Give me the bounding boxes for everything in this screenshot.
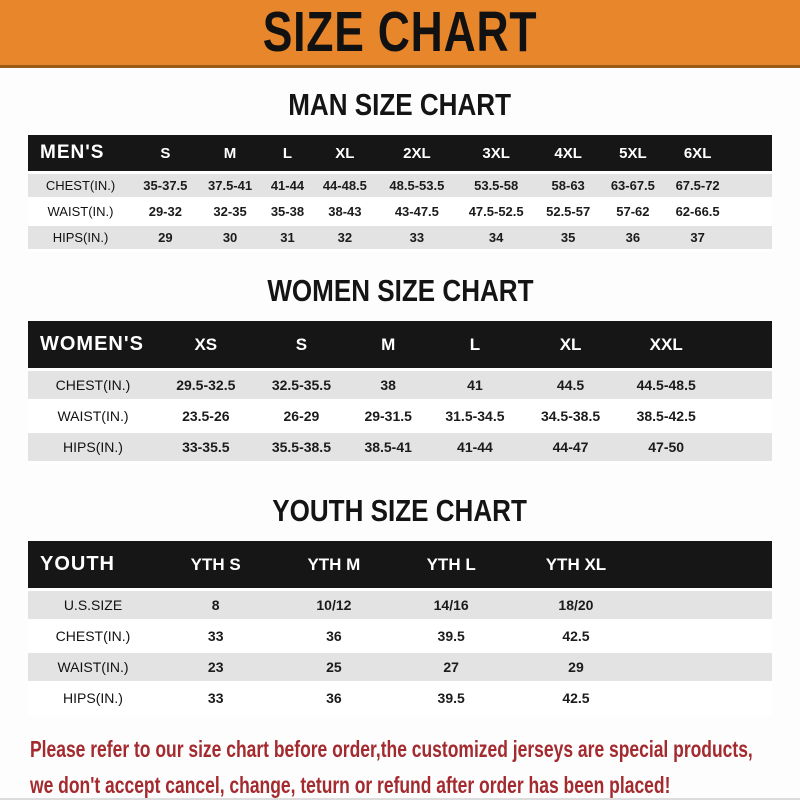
header-spacer-cell: [644, 541, 772, 590]
measurement-cell: 41-44: [427, 432, 523, 463]
measurement-cell: 35-38: [262, 199, 312, 225]
measurement-cell: 41-44: [262, 173, 312, 199]
measurement-cell: 8: [158, 590, 273, 621]
table-row: [28, 432, 772, 463]
row-label-cell: CHEST(IN.): [28, 621, 158, 652]
footer-line-1: Please refer to our size chart before order,the customized jerseys are special products,: [30, 736, 753, 763]
measurement-cell: 52.5-57: [536, 199, 601, 225]
measurement-cell: 31.5-34.5: [427, 401, 523, 432]
table-row: [28, 370, 772, 401]
row-spacer-cell: [644, 652, 772, 683]
measurement-cell: 44.5: [523, 370, 619, 401]
measurement-cell: 18/20: [508, 590, 644, 621]
measurement-cell: 36: [601, 225, 666, 251]
women-size-table: [28, 321, 772, 464]
row-label-cell: U.S.SIZE: [28, 590, 158, 621]
row-label-cell: CHEST(IN.): [28, 370, 158, 401]
row-label-cell: WAIST(IN.): [28, 199, 133, 225]
table-title-cell: WOMEN'S: [28, 321, 158, 370]
measurement-cell: 26-29: [254, 401, 350, 432]
table-row: [28, 173, 772, 199]
row-spacer-cell: [730, 225, 772, 251]
size-column-header: 4XL: [536, 135, 601, 173]
youth-section-heading-text: YOUTH SIZE CHART: [272, 493, 528, 529]
table-title-cell: MEN'S: [28, 135, 133, 173]
header-spacer-cell: [714, 321, 772, 370]
measurement-cell: 39.5: [394, 621, 508, 652]
measurement-cell: 31: [262, 225, 312, 251]
measurement-cell: 23: [158, 652, 273, 683]
size-column-header: M: [349, 321, 427, 370]
row-label-cell: HIPS(IN.): [28, 432, 158, 463]
measurement-cell: 38: [349, 370, 427, 401]
size-column-header: YTH XL: [508, 541, 644, 590]
measurement-cell: 48.5-53.5: [377, 173, 456, 199]
table-row: [28, 683, 772, 714]
man-size-chart-section: [0, 88, 800, 252]
row-spacer-cell: [714, 370, 772, 401]
measurement-cell: 42.5: [508, 683, 644, 714]
measurement-cell: 34.5-38.5: [523, 401, 619, 432]
row-label-cell: WAIST(IN.): [28, 652, 158, 683]
size-column-header: S: [254, 321, 350, 370]
size-column-header: 3XL: [457, 135, 536, 173]
size-column-header: L: [262, 135, 312, 173]
measurement-cell: 32-35: [198, 199, 263, 225]
measurement-cell: 44.5-48.5: [618, 370, 714, 401]
measurement-cell: 35-37.5: [133, 173, 198, 199]
measurement-cell: 38-43: [313, 199, 378, 225]
size-column-header: XXL: [618, 321, 714, 370]
measurement-cell: 39.5: [394, 683, 508, 714]
measurement-cell: 29-32: [133, 199, 198, 225]
measurement-cell: 29-31.5: [349, 401, 427, 432]
measurement-cell: 43-47.5: [377, 199, 456, 225]
measurement-cell: 42.5: [508, 621, 644, 652]
measurement-cell: 27: [394, 652, 508, 683]
table-row: [28, 590, 772, 621]
size-column-header: 2XL: [377, 135, 456, 173]
row-spacer-cell: [730, 199, 772, 225]
size-column-header: XL: [523, 321, 619, 370]
measurement-cell: 47-50: [618, 432, 714, 463]
row-spacer-cell: [730, 173, 772, 199]
women-section-heading-text: WOMEN SIZE CHART: [266, 273, 534, 309]
size-column-header: YTH S: [158, 541, 273, 590]
row-spacer-cell: [644, 590, 772, 621]
table-row: [28, 652, 772, 683]
measurement-cell: 30: [198, 225, 263, 251]
row-spacer-cell: [714, 432, 772, 463]
men-size-table: [28, 135, 772, 252]
size-column-header: YTH M: [273, 541, 394, 590]
measurement-cell: 29.5-32.5: [158, 370, 254, 401]
table-row: [28, 199, 772, 225]
size-column-header: XS: [158, 321, 254, 370]
table-header-row: [28, 135, 772, 173]
measurement-cell: 58-63: [536, 173, 601, 199]
footer-note: [30, 731, 800, 800]
measurement-cell: 35.5-38.5: [254, 432, 350, 463]
row-label-cell: HIPS(IN.): [28, 683, 158, 714]
measurement-cell: 33: [158, 683, 273, 714]
banner-title: SIZE CHART: [262, 0, 538, 64]
measurement-cell: 37.5-41: [198, 173, 263, 199]
measurement-cell: 41: [427, 370, 523, 401]
row-spacer-cell: [714, 401, 772, 432]
measurement-cell: 67.5-72: [665, 173, 730, 199]
measurement-cell: 29: [508, 652, 644, 683]
women-size-chart-section: [0, 274, 800, 464]
measurement-cell: 29: [133, 225, 198, 251]
size-column-header: XL: [313, 135, 378, 173]
measurement-cell: 62-66.5: [665, 199, 730, 225]
row-label-cell: WAIST(IN.): [28, 401, 158, 432]
measurement-cell: 33-35.5: [158, 432, 254, 463]
women-section-heading: [0, 274, 800, 308]
measurement-cell: 37: [665, 225, 730, 251]
footer-line-2: we don't accept cancel, change, teturn or refund after order has been placed!: [30, 772, 671, 799]
table-header-row: [28, 321, 772, 370]
measurement-cell: 32.5-35.5: [254, 370, 350, 401]
size-column-header: M: [198, 135, 263, 173]
table-row: [28, 225, 772, 251]
row-label-cell: HIPS(IN.): [28, 225, 133, 251]
measurement-cell: 63-67.5: [601, 173, 666, 199]
measurement-cell: 25: [273, 652, 394, 683]
measurement-cell: 23.5-26: [158, 401, 254, 432]
row-spacer-cell: [644, 621, 772, 652]
measurement-cell: 35: [536, 225, 601, 251]
measurement-cell: 32: [313, 225, 378, 251]
measurement-cell: 44-48.5: [313, 173, 378, 199]
measurement-cell: 33: [158, 621, 273, 652]
measurement-cell: 34: [457, 225, 536, 251]
table-row: [28, 621, 772, 652]
size-column-header: YTH L: [394, 541, 508, 590]
measurement-cell: 53.5-58: [457, 173, 536, 199]
man-section-heading-text: MAN SIZE CHART: [288, 87, 512, 122]
table-header-row: [28, 541, 772, 590]
table-title-cell: YOUTH: [28, 541, 158, 590]
measurement-cell: 44-47: [523, 432, 619, 463]
measurement-cell: 38.5-42.5: [618, 401, 714, 432]
measurement-cell: 14/16: [394, 590, 508, 621]
measurement-cell: 10/12: [273, 590, 394, 621]
size-column-header: 6XL: [665, 135, 730, 173]
measurement-cell: 36: [273, 683, 394, 714]
size-column-header: L: [427, 321, 523, 370]
size-column-header: S: [133, 135, 198, 173]
measurement-cell: 33: [377, 225, 456, 251]
table-row: [28, 401, 772, 432]
youth-size-table: [28, 541, 772, 715]
measurement-cell: 36: [273, 621, 394, 652]
row-label-cell: CHEST(IN.): [28, 173, 133, 199]
measurement-cell: 47.5-52.5: [457, 199, 536, 225]
youth-section-heading: [0, 494, 800, 528]
measurement-cell: 57-62: [601, 199, 666, 225]
youth-size-chart-section: [0, 494, 800, 715]
measurement-cell: 38.5-41: [349, 432, 427, 463]
banner: [0, 0, 800, 68]
size-column-header: 5XL: [601, 135, 666, 173]
row-spacer-cell: [644, 683, 772, 714]
header-spacer-cell: [730, 135, 772, 173]
man-section-heading: [0, 88, 800, 122]
